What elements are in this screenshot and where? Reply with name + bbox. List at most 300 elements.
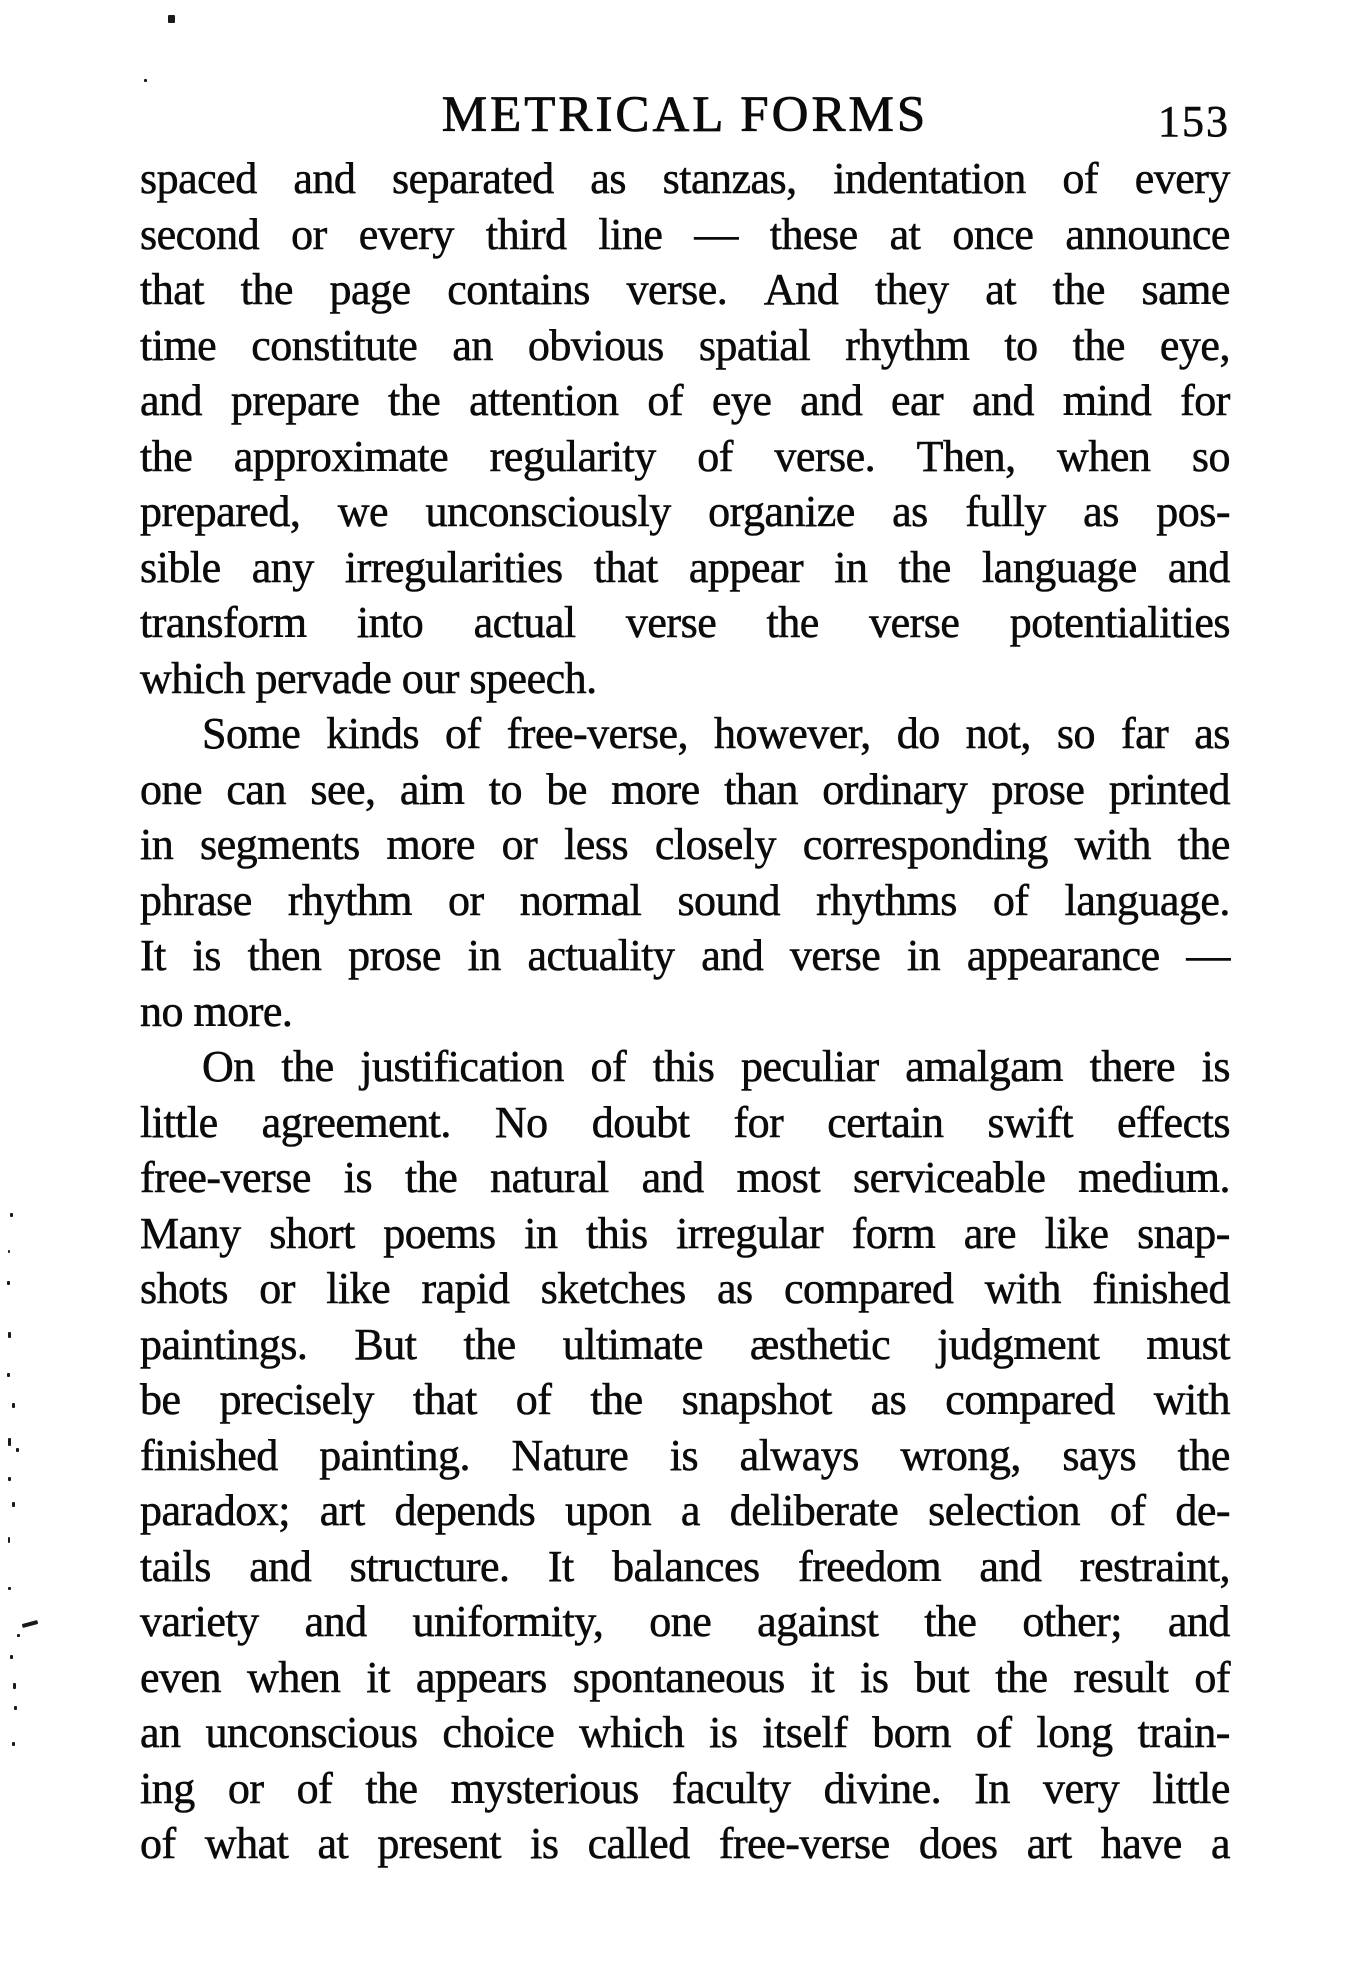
word: free-verse [140,1153,311,1202]
word: restraint, [1079,1541,1230,1591]
word: be [140,1375,181,1424]
word: is [709,1708,738,1757]
word: the [1072,320,1125,370]
word: very [1042,1763,1120,1813]
word: irregularities [344,542,563,592]
word: ear [891,376,944,425]
word: as [1083,487,1119,536]
word: or [291,209,327,259]
word: and [641,1153,704,1202]
word: spaced [140,154,257,203]
word: an [140,1708,181,1757]
scan-speck [22,1620,38,1628]
word: third [485,209,567,259]
word: short [269,1208,355,1258]
word: or [227,1763,264,1813]
word: always [739,1430,859,1480]
word: of [1194,1652,1230,1702]
word: is [669,1430,699,1480]
word: eye [711,376,772,425]
scan-speck [12,1742,15,1746]
text-line [140,1650,1230,1706]
word: rhythms [816,875,957,925]
word: It [140,931,166,980]
word: every [358,209,454,259]
word: tails [140,1541,211,1591]
word: Then, [916,431,1016,481]
word: as [1194,709,1230,758]
word: even [140,1652,222,1702]
word: against [757,1597,879,1646]
word: Nature [511,1430,629,1480]
word: No [494,1097,548,1147]
word: have [1100,1819,1182,1868]
word: paintings. [140,1319,308,1369]
word: fully [965,487,1046,536]
word: organize [708,487,855,536]
word: æsthetic [749,1319,891,1369]
word: — [1186,931,1230,980]
running-header [140,86,1230,148]
word: segments [199,820,360,869]
text-line [140,1428,1230,1484]
word: train- [1137,1708,1230,1757]
scan-speck [8,1587,11,1590]
text-line [140,1317,1230,1373]
word: compared [945,1375,1115,1424]
word: in [467,931,501,980]
text-line [140,540,1230,596]
word: the [463,1319,516,1369]
word: prepared, [140,487,301,536]
word: of [590,1042,627,1091]
text-line [140,1705,1230,1761]
text-line [140,1261,1230,1317]
word: painting. [319,1430,470,1480]
text-line [140,1150,1230,1206]
word: it [366,1652,390,1702]
word: language. [1064,875,1230,925]
word: medium. [1078,1153,1230,1202]
scan-speck [13,1683,16,1689]
word: closely [654,820,776,869]
text-line [140,817,1230,873]
word: this [652,1042,715,1091]
word: the [924,1597,977,1646]
word: faculty [671,1763,791,1813]
word: and [304,1597,367,1646]
word: But [354,1319,417,1369]
word: prepare [230,376,360,425]
word: appearance [966,931,1160,980]
word: corresponding [802,820,1048,869]
word: every [1134,154,1230,203]
word: are [963,1208,1017,1258]
word: snap- [1137,1208,1230,1258]
word: does [918,1819,998,1868]
word: in [906,931,941,980]
word: says [1062,1430,1137,1480]
word: constitute [251,320,418,370]
word: rhythm [845,320,970,370]
word: mind [1062,376,1152,425]
word: finished [1092,1264,1230,1313]
word: sound [677,875,781,925]
word: the [365,1763,418,1813]
word: like [1044,1208,1109,1258]
scan-speck [144,79,147,82]
word: at [317,1819,349,1868]
word: as [870,1375,907,1424]
word: kinds [326,709,420,758]
scan-speck [7,1281,10,1285]
word: paradox; [140,1486,290,1535]
word: it [810,1652,835,1702]
word: verse [625,598,717,647]
word: language [981,542,1137,592]
word: for [1180,376,1230,425]
word: prose [991,764,1085,814]
scan-speck [8,1537,10,1543]
body-text [140,151,1230,1872]
word: uniformity, [412,1597,604,1646]
word: rhythm [287,875,412,925]
scan-speck [8,1332,11,1338]
word: free-verse [718,1819,890,1868]
word: printed [1108,764,1230,814]
word: and [979,1541,1042,1591]
word: for [733,1097,784,1147]
text-line [140,318,1230,374]
word: irregular [676,1208,824,1258]
word: judgment [937,1319,1100,1369]
scan-speck [16,1448,19,1452]
text-line [140,373,1230,429]
word: one [140,764,203,814]
word: however, [713,709,871,758]
word: but [914,1652,970,1702]
word: Some [202,709,301,758]
text-line [140,1539,1230,1595]
text-line [140,207,1230,263]
word: announce [1065,209,1230,259]
word: any [251,542,314,592]
word: prose [348,931,441,980]
text-line [140,1816,1230,1872]
word: snapshot [681,1375,832,1424]
word: certain [827,1097,944,1147]
scan-speck [14,1706,17,1710]
word: to [488,764,522,814]
word: actuality [527,931,675,980]
word: of [445,709,481,758]
word: must [1146,1319,1230,1369]
word: of [515,1375,552,1424]
word: art [319,1486,365,1535]
word: one [649,1597,712,1646]
word: most [736,1153,821,1202]
word: page [329,265,411,314]
word: phrase [140,875,252,925]
word: of [697,431,733,481]
word: this [586,1208,648,1258]
scan-speck [12,1502,15,1507]
text-line [140,429,1230,485]
word: pos- [1156,487,1230,536]
word: there [1089,1042,1176,1091]
word: art [1026,1819,1072,1868]
word: wrong, [900,1430,1021,1480]
word: with [1074,820,1151,869]
word: more [611,764,700,814]
word: the [1177,1430,1230,1480]
word: regularity [489,431,656,481]
word: which [579,1708,685,1757]
text-line [140,1095,1230,1151]
word: indentation [833,154,1026,203]
word: verse [789,931,881,980]
word: verse [869,598,960,647]
word: to [1004,320,1038,370]
word: is [192,931,221,980]
text-line [140,262,1230,318]
word: the [590,1375,643,1424]
word: line [598,209,663,259]
text-line [140,762,1230,818]
word: Many [140,1208,241,1258]
word: born [872,1708,951,1757]
word: see, [310,764,376,814]
text-line [140,595,1230,651]
scan-speck [7,1373,10,1377]
word: On [202,1042,255,1091]
word: It [547,1541,574,1591]
word: with [1153,1375,1230,1424]
word: they [874,265,949,314]
word: serviceable [853,1153,1046,1202]
text-line [140,1483,1230,1539]
word: the [898,542,951,592]
text-line [140,873,1230,929]
scan-speck [10,1655,13,1659]
word: amalgam [905,1042,1063,1091]
word: of [647,376,684,425]
word: form [851,1208,936,1258]
word: spatial [698,320,811,370]
word: result [1073,1652,1169,1702]
word: when [1057,431,1151,481]
word: once [952,209,1034,259]
word: verse. [626,265,728,314]
word: than [724,764,798,814]
word: attention [469,376,619,425]
word: structure. [349,1541,510,1591]
word: sketches [540,1264,686,1313]
word: at [985,265,1016,314]
word: second [140,209,260,259]
word: and [800,376,863,425]
word: and [249,1541,312,1591]
word: compared [783,1264,954,1313]
word: the [388,376,441,425]
word: contains [447,265,590,314]
word: is [1201,1042,1230,1091]
text-line [140,1761,1230,1817]
word: aim [399,764,465,814]
word: so [1191,431,1230,481]
word: depends [394,1486,536,1535]
word: of [975,1708,1012,1757]
word: — [694,209,738,259]
text-line: no more. [140,986,293,1036]
word: variety [140,1597,259,1646]
word: that [140,265,204,314]
word: little [140,1097,218,1147]
word: the [140,431,193,481]
word: unconsciously [425,487,671,536]
word: with [984,1264,1061,1313]
text-line: which pervade our speech. [140,653,597,703]
word: the [1177,820,1230,869]
word: shots [140,1264,228,1313]
word: so [1056,709,1095,758]
scan-speck [8,1250,10,1253]
word: is [860,1652,889,1702]
word: when [247,1652,341,1702]
scan-speck [17,1634,20,1637]
word: And [763,265,839,314]
text-line [140,706,1230,762]
word: obvious [527,320,664,370]
text-line [140,1372,1230,1428]
word: of [140,1819,176,1868]
word: long [1036,1708,1113,1757]
word: appear [688,542,804,592]
word: rapid [421,1264,510,1313]
word: deliberate [729,1486,899,1535]
word: and [293,154,356,203]
word: of [1062,154,1099,203]
word: do [896,709,940,758]
text-line [140,1206,1230,1262]
word: more [386,820,475,869]
word: of [992,875,1029,925]
word: transform [140,598,307,647]
word: as [892,487,928,536]
word: time [140,320,217,370]
word: as [590,154,626,203]
word: at [889,209,921,259]
word: itself [762,1708,848,1757]
word: doubt [591,1097,690,1147]
word: like [326,1264,391,1313]
word: into [356,598,424,647]
word: the [240,265,293,314]
word: separated [392,154,554,203]
scan-speck [8,1438,11,1446]
word: sible [140,542,221,592]
word: that [412,1375,477,1424]
word: and [972,376,1035,425]
word: selection [928,1486,1080,1535]
word: freedom [797,1541,942,1591]
word: is [530,1819,559,1868]
word: or [448,875,484,925]
word: the [1052,265,1105,314]
word: agreement. [261,1097,451,1147]
word: choice [442,1708,555,1757]
word: in [834,542,868,592]
word: In [974,1763,1010,1813]
word: or [259,1264,295,1313]
word: other; [1022,1597,1122,1646]
word: approximate [233,431,449,481]
word: and [1167,542,1230,592]
word: swift [987,1097,1073,1147]
word: justification [360,1042,564,1091]
word: mysterious [450,1763,639,1813]
word: of [1109,1486,1146,1535]
word: the [404,1153,458,1202]
word: these [769,209,858,259]
word: as [717,1264,753,1313]
page-title: METRICAL FORMS [441,87,929,143]
word: that [593,542,658,592]
text-line [140,928,1230,984]
word: we [337,487,389,536]
word: divine. [823,1763,942,1813]
word: natural [490,1153,609,1202]
page-number: 153 [1158,97,1230,146]
word: can [226,764,286,814]
word: unconscious [205,1708,418,1757]
word: a [1210,1819,1230,1868]
word: upon [565,1486,652,1535]
text-line [140,1594,1230,1650]
word: ing [140,1763,195,1813]
word: and [140,376,203,425]
word: finished [140,1430,278,1480]
word: verse. [774,431,876,481]
word: called [587,1819,690,1868]
word: not, [965,709,1031,758]
word: what [204,1819,289,1868]
word: balances [612,1541,760,1591]
word: and [701,931,764,980]
word: or [501,820,538,869]
word: the [281,1042,334,1091]
word: then [247,931,322,980]
word: a [680,1486,700,1535]
word: free-verse, [506,709,689,758]
word: normal [519,875,642,925]
word: the [766,598,819,647]
word: in [524,1208,558,1258]
word: an [452,320,493,370]
word: appears [415,1652,547,1702]
word: eye, [1159,320,1230,370]
scan-speck [168,15,175,23]
word: stanzas, [662,154,797,203]
scan-speck [8,1477,11,1481]
word: ordinary [822,764,968,814]
scan-speck [12,1403,15,1408]
word: potentialities [1009,598,1230,647]
word: the [995,1652,1048,1702]
word: spontaneous [572,1652,785,1702]
word: far [1120,709,1169,758]
word: poems [383,1208,496,1258]
